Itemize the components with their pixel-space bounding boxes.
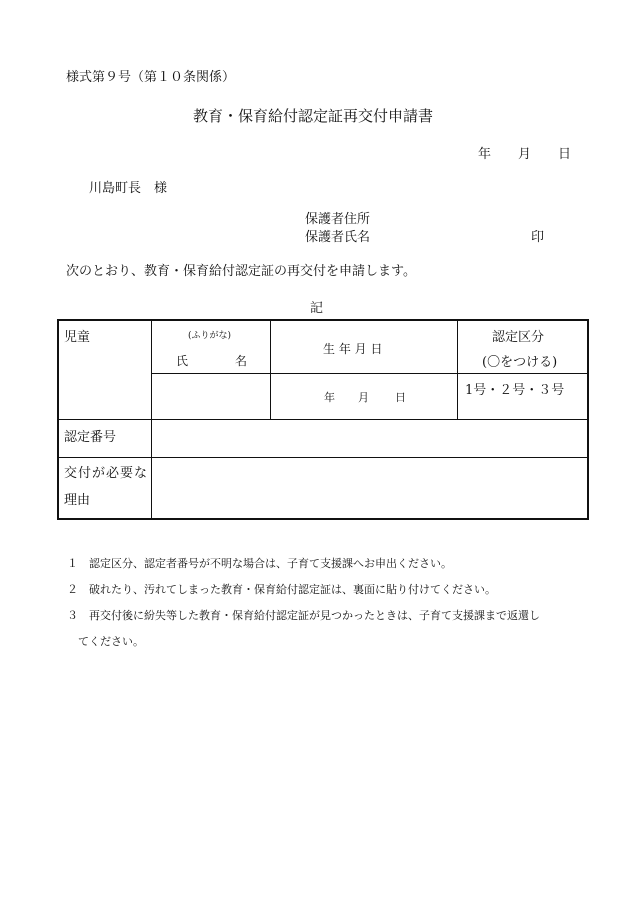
table-vline-3: [457, 321, 458, 419]
page-title: 教育・保育給付認定証再交付申請書: [193, 107, 434, 125]
note-1: １ 認定区分、認定者番号が不明な場合は、子育て支援課へお申出ください。: [67, 557, 452, 570]
category-header: 認定区分: [492, 330, 545, 345]
note-3-continuation: てください。: [78, 635, 144, 648]
name-label-1: 氏: [176, 354, 189, 368]
guardian-name-label: 保護者氏名: [305, 230, 371, 245]
date-day: 日: [558, 147, 572, 162]
category-note: (〇をつける): [482, 355, 558, 370]
ki-label: 記: [310, 301, 324, 316]
addressee: 川島町長 様: [89, 181, 168, 196]
child-label: 児童: [64, 330, 91, 345]
cert-number-label: 認定番号: [64, 430, 117, 445]
table-hline-1: [151, 373, 589, 374]
reason-label-2: 理由: [64, 493, 91, 508]
reason-label-1: 交付が必要な: [64, 466, 149, 481]
seal-mark: 印: [531, 230, 545, 245]
guardian-address-label: 保護者住所: [305, 212, 371, 227]
birth-month-label: 月: [358, 391, 369, 404]
name-label-2: 名: [235, 354, 248, 368]
date-year: 年: [478, 147, 492, 162]
intro-text: 次のとおり、教育・保育給付認定証の再交付を申請します。: [66, 264, 416, 279]
note-2: ２ 破れたり、汚れてしまった教育・保育給付認定証は、裏面に貼り付けてください。: [67, 583, 496, 596]
furigana-label: (ふりがな): [188, 331, 232, 341]
application-table: [57, 319, 589, 520]
birthdate-header: 生 年 月 日: [323, 342, 383, 356]
form-number: 様式第９号（第１０条関係）: [66, 70, 236, 85]
birth-day-label: 日: [395, 391, 406, 404]
table-hline-2: [59, 419, 589, 420]
table-hline-3: [59, 457, 589, 458]
birth-year-label: 年: [324, 391, 335, 404]
note-3: ３ 再交付後に紛失等した教育・保育給付認定証が見つかったときは、子育て支援課まで返還し: [67, 609, 540, 622]
category-options: 1号・２号・３号: [465, 383, 565, 398]
date-month: 月: [518, 147, 532, 162]
table-vline-2: [270, 321, 271, 419]
